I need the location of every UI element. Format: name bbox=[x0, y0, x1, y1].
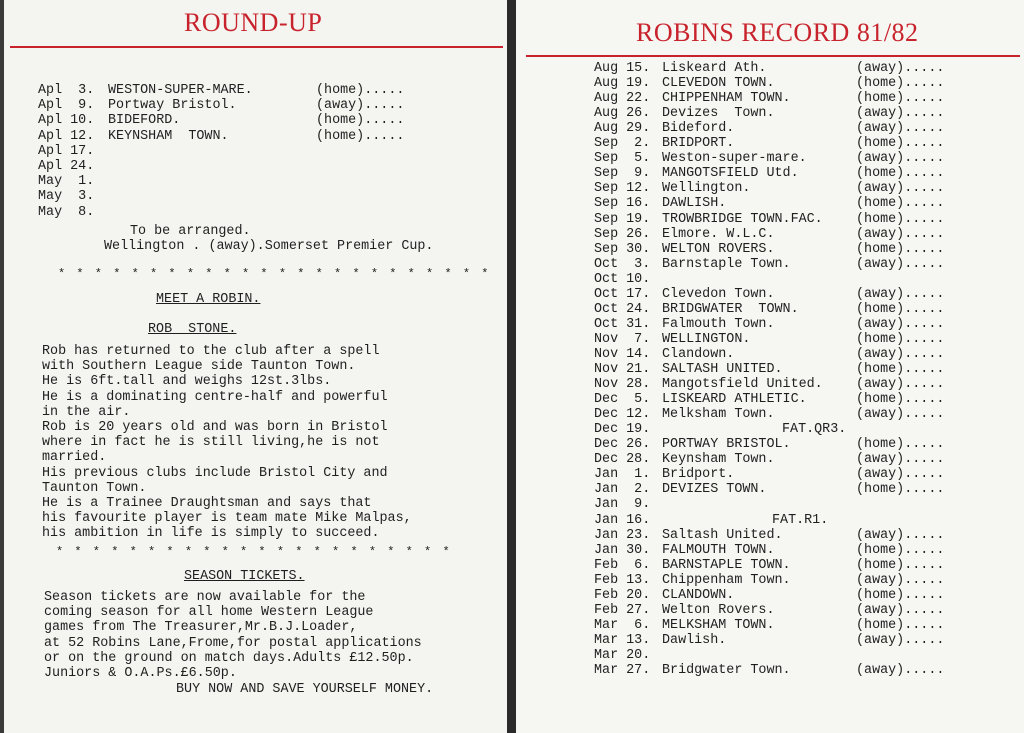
cup-round-note: FAT.QR3. bbox=[782, 422, 847, 438]
fixture-row bbox=[516, 167, 1021, 181]
paragraph-line: games from The Treasurer,Mr.B.J.Loader, bbox=[44, 620, 358, 636]
fixture-date: Sep 16. bbox=[594, 196, 651, 212]
fixture-row bbox=[4, 175, 504, 189]
fixture-date: Sep 26. bbox=[594, 226, 651, 242]
fixture-row bbox=[516, 333, 1021, 347]
paragraph-line: His previous clubs include Bristol City and bbox=[42, 465, 388, 481]
fixture-venue: (away)..... bbox=[856, 527, 945, 543]
fixture-opponent: BRIDPORT. bbox=[662, 136, 735, 152]
paragraph-line: Rob is 20 years old and was born in Bristol bbox=[42, 420, 388, 435]
fixture-date: Nov 21. bbox=[594, 362, 651, 377]
fixture-venue: (home)..... bbox=[856, 557, 945, 573]
fixture-venue: (away)..... bbox=[856, 151, 945, 167]
fixture-date: Jan 16. bbox=[594, 512, 651, 528]
paragraph-line: He is a Trainee Draughtsman and says that bbox=[42, 496, 372, 511]
right-page bbox=[516, 0, 1024, 733]
tba-line: Wellington . (away).Somerset Premier Cup. bbox=[104, 239, 434, 254]
fixture-date: Feb 27. bbox=[594, 602, 651, 618]
fixture-row bbox=[516, 182, 1021, 196]
fixture-opponent: PORTWAY BRISTOL. bbox=[662, 437, 791, 453]
fixture-venue: (home)..... bbox=[316, 128, 405, 144]
cup-round-note: FAT.R1. bbox=[772, 512, 829, 528]
star-divider: * * * * * * * * * * * * * * * * * * * * * * * * bbox=[58, 267, 491, 281]
fixture-row bbox=[4, 99, 504, 113]
fixture-date: Oct 31. bbox=[594, 316, 651, 332]
fixture-venue: (home)..... bbox=[856, 211, 945, 227]
fixture-venue: (away)..... bbox=[316, 98, 405, 114]
fixture-opponent: CHIPPENHAM TOWN. bbox=[662, 91, 791, 107]
fixture-venue: (away)..... bbox=[856, 452, 945, 468]
fixture-row bbox=[516, 77, 1021, 91]
fixture-date: Aug 29. bbox=[594, 121, 651, 137]
fixture-date: Mar 27. bbox=[594, 663, 651, 678]
fixture-date: Apl 10. bbox=[38, 113, 95, 129]
fixture-venue: (home)..... bbox=[856, 241, 945, 257]
fixture-row bbox=[516, 122, 1021, 136]
meet-a-robin-heading: MEET A ROBIN. bbox=[156, 292, 261, 307]
fixture-row bbox=[516, 348, 1021, 362]
fixture-row bbox=[516, 544, 1021, 558]
left-page bbox=[4, 0, 507, 733]
season-closing-line: BUY NOW AND SAVE YOURSELF MONEY. bbox=[176, 682, 434, 697]
fixture-row bbox=[516, 453, 1021, 467]
fixture-venue: (home)..... bbox=[316, 113, 405, 129]
fixture-date: Apl 3. bbox=[38, 83, 95, 98]
fixture-venue: (home)..... bbox=[856, 587, 945, 603]
fixture-opponent: CLANDOWN. bbox=[662, 587, 735, 603]
fixture-date: Oct 10. bbox=[594, 271, 651, 287]
fixture-date: May 3. bbox=[38, 189, 95, 205]
fixture-opponent: Clevedon Town. bbox=[662, 286, 775, 302]
fixture-row bbox=[516, 468, 1021, 482]
fixture-venue: (home)..... bbox=[856, 542, 945, 558]
fixture-opponent: TROWBRIDGE TOWN.FAC. bbox=[662, 211, 823, 227]
fixture-opponent: Mangotsfield United. bbox=[662, 377, 823, 393]
fixture-row bbox=[4, 84, 504, 98]
fixture-venue: (home)..... bbox=[856, 136, 945, 152]
fixture-row bbox=[516, 604, 1021, 618]
fixture-venue: (home)..... bbox=[856, 437, 945, 453]
paragraph-line: his favourite player is team mate Mike Malpas, bbox=[42, 511, 412, 527]
star-divider: * * * * * * * * * * * * * * * * * * * * * * bbox=[56, 545, 452, 559]
paragraph-line: Taunton Town. bbox=[42, 480, 147, 496]
fixture-date: Sep 30. bbox=[594, 241, 651, 257]
fixture-row bbox=[516, 288, 1021, 302]
fixture-row bbox=[516, 273, 1021, 287]
fixture-row bbox=[4, 145, 504, 159]
fixture-date: Feb 20. bbox=[594, 587, 651, 603]
fixture-date: Aug 26. bbox=[594, 106, 651, 122]
fixture-opponent: Bridport. bbox=[662, 467, 735, 483]
paragraph-line: Season tickets are now available for the bbox=[44, 590, 366, 605]
fixture-row bbox=[516, 438, 1021, 452]
fixture-row bbox=[516, 137, 1021, 151]
fixture-date: Apl 9. bbox=[38, 98, 95, 114]
fixture-date: Dec 28. bbox=[594, 452, 651, 468]
fixture-opponent: CLEVEDON TOWN. bbox=[662, 76, 775, 92]
fixture-opponent: Elmore. W.L.C. bbox=[662, 226, 775, 242]
fixture-opponent: Barnstaple Town. bbox=[662, 256, 791, 272]
fixture-opponent: WELTON ROVERS. bbox=[662, 241, 775, 257]
fixture-row bbox=[516, 303, 1021, 317]
fixture-venue: (home)..... bbox=[856, 482, 945, 498]
fixture-row bbox=[4, 190, 504, 204]
fixture-row bbox=[516, 529, 1021, 543]
fixture-venue: (away)..... bbox=[856, 121, 945, 137]
fixture-venue: (home)..... bbox=[316, 83, 405, 98]
fixture-row bbox=[4, 114, 504, 128]
fixture-date: Sep 19. bbox=[594, 211, 651, 227]
fixture-venue: (away)..... bbox=[856, 632, 945, 648]
fixture-date: Jan 9. bbox=[594, 497, 651, 513]
fixture-date: Apl 24. bbox=[38, 159, 95, 174]
fixture-date: Mar 13. bbox=[594, 632, 651, 648]
fixture-venue: (away)..... bbox=[856, 572, 945, 588]
fixture-opponent: WESTON-SUPER-MARE. bbox=[108, 83, 253, 98]
fixture-venue: (away)..... bbox=[856, 61, 945, 76]
fixture-row bbox=[516, 62, 1021, 76]
paragraph-line: Juniors & O.A.Ps.£6.50p. bbox=[44, 666, 237, 681]
fixture-opponent: MANGOTSFIELD Utd. bbox=[662, 166, 799, 182]
fixture-opponent: BARNSTAPLE TOWN. bbox=[662, 557, 791, 573]
paragraph-line: with Southern League side Taunton Town. bbox=[42, 359, 356, 375]
paragraph-line: at 52 Robins Lane,Frome,for postal applications bbox=[44, 635, 422, 651]
fixture-opponent: DEVIZES TOWN. bbox=[662, 482, 767, 498]
title-rule bbox=[526, 55, 1020, 57]
fixture-venue: (away)..... bbox=[856, 106, 945, 122]
fixture-date: Jan 1. bbox=[594, 467, 651, 483]
fixture-venue: (home)..... bbox=[856, 76, 945, 92]
fixture-opponent: Bridgwater Town. bbox=[662, 663, 791, 678]
fixture-opponent: Weston-super-mare. bbox=[662, 151, 807, 167]
fixture-row bbox=[516, 258, 1021, 272]
title-rule bbox=[10, 46, 503, 48]
paragraph-line: in the air. bbox=[42, 404, 131, 420]
fixture-row bbox=[516, 559, 1021, 573]
fixture-venue: (home)..... bbox=[856, 166, 945, 182]
fixture-date: Feb 6. bbox=[594, 557, 651, 573]
fixture-venue: (away)..... bbox=[856, 663, 945, 678]
fixture-date: Aug 22. bbox=[594, 91, 651, 107]
fixture-date: Jan 23. bbox=[594, 527, 651, 543]
fixture-date: Sep 9. bbox=[594, 166, 651, 182]
fixture-date: Sep 5. bbox=[594, 151, 651, 167]
book-gutter bbox=[507, 0, 516, 733]
fixture-row bbox=[516, 213, 1021, 227]
fixture-venue: (away)..... bbox=[856, 226, 945, 242]
fixture-date: Dec 26. bbox=[594, 437, 651, 453]
fixture-opponent: Liskeard Ath. bbox=[662, 61, 767, 76]
fixture-venue: (away)..... bbox=[856, 346, 945, 362]
fixture-row bbox=[516, 197, 1021, 211]
paragraph-line: his ambition in life is simply to succeed. bbox=[42, 526, 380, 542]
fixture-opponent: DAWLISH. bbox=[662, 196, 727, 212]
fixture-opponent: BIDEFORD. bbox=[108, 113, 181, 129]
fixture-venue: (home)..... bbox=[856, 196, 945, 212]
fixture-row bbox=[516, 423, 1021, 437]
fixture-row bbox=[516, 408, 1021, 422]
fixture-row bbox=[516, 228, 1021, 242]
fixture-opponent: MELKSHAM TOWN. bbox=[662, 617, 775, 633]
fixture-date: Nov 7. bbox=[594, 331, 651, 347]
fixture-date: Aug 19. bbox=[594, 76, 651, 92]
fixture-opponent: Bideford. bbox=[662, 121, 735, 137]
tba-heading: To be arranged. bbox=[130, 224, 251, 239]
fixture-opponent: SALTASH UNITED. bbox=[662, 362, 783, 377]
fixture-row bbox=[516, 393, 1021, 407]
fixture-opponent: Dawlish. bbox=[662, 632, 727, 648]
fixture-date: Apl 17. bbox=[38, 143, 95, 159]
fixture-date: Dec 19. bbox=[594, 422, 651, 438]
fixture-opponent: Chippenham Town. bbox=[662, 572, 791, 588]
fixture-row bbox=[516, 363, 1021, 377]
fixture-opponent: FALMOUTH TOWN. bbox=[662, 542, 775, 558]
fixture-row bbox=[516, 649, 1021, 663]
paragraph-line: Rob has returned to the club after a spell bbox=[42, 344, 380, 359]
fixture-row bbox=[516, 514, 1021, 528]
fixture-venue: (away)..... bbox=[856, 602, 945, 618]
fixture-date: Aug 15. bbox=[594, 61, 651, 76]
fixture-venue: (home)..... bbox=[856, 392, 945, 408]
fixture-date: Nov 28. bbox=[594, 377, 651, 393]
paragraph-line: married. bbox=[42, 450, 107, 466]
season-tickets-heading: SEASON TICKETS. bbox=[184, 569, 305, 584]
fixture-venue: (home)..... bbox=[856, 331, 945, 347]
fixture-opponent: Wellington. bbox=[662, 181, 751, 197]
fixture-date: Apl 12. bbox=[38, 128, 95, 144]
fixture-date: May 1. bbox=[38, 174, 95, 190]
fixture-date: Feb 13. bbox=[594, 572, 651, 588]
paragraph-line: where in fact he is still living,he is not bbox=[42, 435, 380, 451]
fixture-venue: (away)..... bbox=[856, 316, 945, 332]
paragraph-line: or on the ground on match days.Adults £12.50p. bbox=[44, 650, 414, 666]
fixture-date: Sep 2. bbox=[594, 136, 651, 152]
fixture-venue: (away)..... bbox=[856, 377, 945, 393]
fixture-venue: (away)..... bbox=[856, 256, 945, 272]
fixture-venue: (home)..... bbox=[856, 617, 945, 633]
fixture-row bbox=[516, 378, 1021, 392]
fixture-date: Mar 6. bbox=[594, 617, 651, 633]
fixture-row bbox=[516, 483, 1021, 497]
fixture-row bbox=[4, 160, 504, 174]
fixture-opponent: Saltash United. bbox=[662, 527, 783, 543]
player-name: ROB STONE. bbox=[148, 322, 237, 337]
fixture-opponent: Devizes Town. bbox=[662, 106, 775, 122]
fixture-opponent: WELLINGTON. bbox=[662, 331, 751, 347]
paragraph-line: He is 6ft.tall and weighs 12st.3lbs. bbox=[42, 374, 332, 390]
fixture-venue: (home)..... bbox=[856, 301, 945, 317]
fixture-opponent: Portway Bristol. bbox=[108, 98, 237, 114]
fixture-row bbox=[516, 589, 1021, 603]
fixture-date: Jan 2. bbox=[594, 482, 651, 498]
fixture-opponent: LISKEARD ATHLETIC. bbox=[662, 392, 807, 408]
fixture-row bbox=[4, 206, 504, 220]
fixture-date: Dec 12. bbox=[594, 407, 651, 423]
fixture-venue: (away)..... bbox=[856, 407, 945, 423]
fixture-row bbox=[516, 498, 1021, 512]
fixture-opponent: Falmouth Town. bbox=[662, 316, 775, 332]
fixture-opponent: KEYNSHAM TOWN. bbox=[108, 128, 229, 144]
fixture-date: Dec 5. bbox=[594, 392, 651, 408]
fixture-row bbox=[516, 152, 1021, 166]
fixture-opponent: Clandown. bbox=[662, 346, 735, 362]
fixture-date: Nov 14. bbox=[594, 346, 651, 362]
fixture-row bbox=[516, 619, 1021, 633]
fixture-venue: (home)..... bbox=[856, 91, 945, 107]
fixture-venue: (away)..... bbox=[856, 286, 945, 302]
fixture-row bbox=[516, 92, 1021, 106]
fixture-date: May 8. bbox=[38, 204, 95, 220]
page-title-robins-record: ROBINS RECORD 81/82 bbox=[636, 18, 919, 47]
fixture-row bbox=[4, 130, 504, 144]
paragraph-line: coming season for all home Western League bbox=[44, 605, 374, 621]
paragraph-line: He is a dominating centre-half and powerful bbox=[42, 389, 388, 405]
fixture-row bbox=[516, 243, 1021, 257]
fixture-row bbox=[516, 664, 1021, 678]
fixture-venue: (away)..... bbox=[856, 181, 945, 197]
page-title-roundup: ROUND-UP bbox=[184, 8, 323, 37]
fixture-date: Oct 3. bbox=[594, 256, 651, 272]
fixture-opponent: Melksham Town. bbox=[662, 407, 775, 423]
fixture-row bbox=[516, 574, 1021, 588]
fixture-venue: (home)..... bbox=[856, 362, 945, 377]
fixture-venue: (away)..... bbox=[856, 467, 945, 483]
fixture-row bbox=[516, 107, 1021, 121]
fixture-row bbox=[516, 318, 1021, 332]
fixture-opponent: BRIDGWATER TOWN. bbox=[662, 301, 799, 317]
fixture-row bbox=[516, 634, 1021, 648]
fixture-date: Mar 20. bbox=[594, 647, 651, 663]
fixture-date: Oct 24. bbox=[594, 301, 651, 317]
fixture-opponent: Keynsham Town. bbox=[662, 452, 775, 468]
fixture-date: Jan 30. bbox=[594, 542, 651, 558]
fixture-date: Oct 17. bbox=[594, 286, 651, 302]
fixture-opponent: Welton Rovers. bbox=[662, 602, 775, 618]
fixture-date: Sep 12. bbox=[594, 181, 651, 197]
